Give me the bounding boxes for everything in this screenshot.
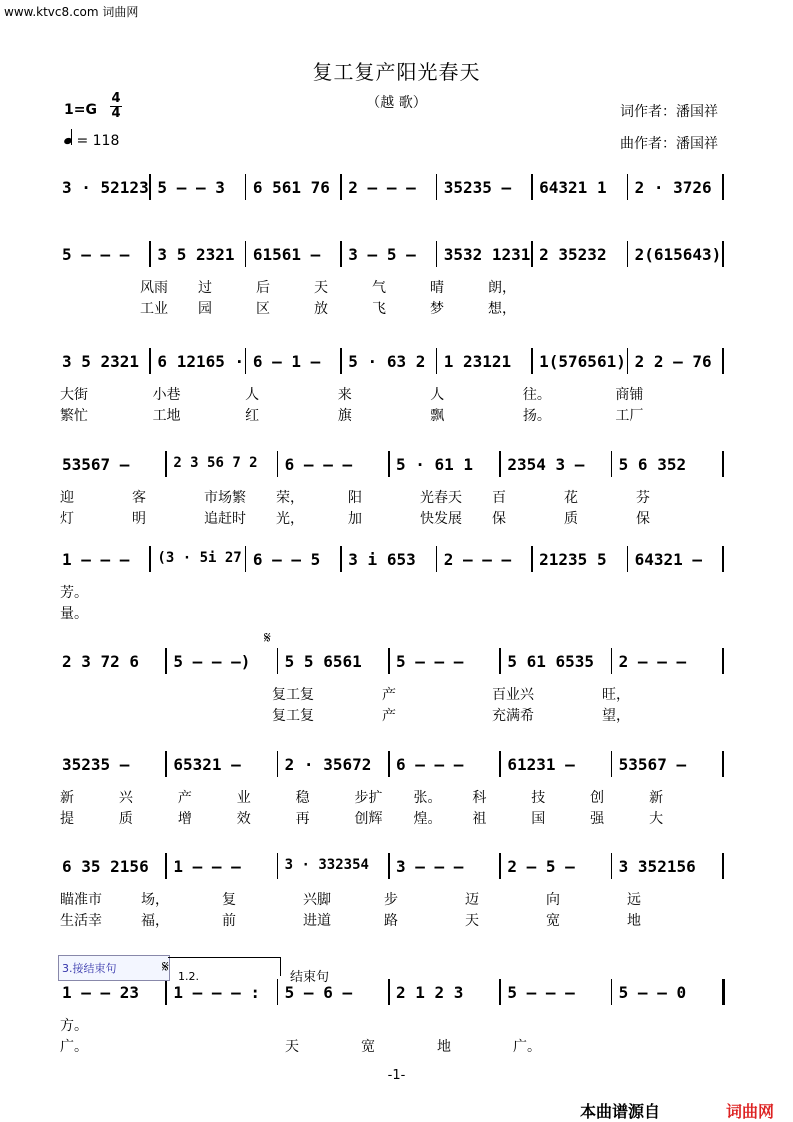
barline — [499, 451, 501, 477]
barline — [499, 648, 501, 674]
measure: 5 – 6 – — [284, 983, 353, 1002]
lyric-word: 百 — [492, 490, 506, 506]
segno-icon-2: 𝄋 — [162, 957, 169, 976]
barline — [436, 546, 438, 572]
lyric-word: 荣， — [276, 490, 304, 506]
song-title: 复工复产阳光春天 — [312, 60, 481, 84]
site-logo: 词曲网 — [726, 1102, 775, 1121]
barline — [149, 546, 151, 572]
lyric-word: 新 — [649, 790, 664, 806]
measure: 5 6 352 — [618, 455, 687, 474]
lyric-word: 质 — [564, 511, 578, 527]
measure: 2354 3 – — [507, 455, 585, 474]
barline — [722, 853, 724, 879]
measure: 3 – 5 – — [348, 245, 416, 264]
measure: 35235 – — [443, 178, 512, 197]
lyric-word: 稳 — [295, 790, 310, 806]
tempo-value: = 118 — [76, 133, 120, 149]
lyric-word: 光， — [276, 511, 304, 527]
lyric-word: 往。 — [522, 387, 551, 403]
barline — [149, 241, 151, 267]
lyric-word: 红 — [245, 408, 260, 424]
measure: 2 · 35672 — [284, 755, 372, 774]
lyric-word: 飘 — [430, 408, 445, 424]
lyric-word: 梦 — [430, 301, 444, 317]
lyricist-credit: 词作者：潘国祥 — [620, 104, 718, 120]
measure: 6 12165 · — [157, 352, 245, 371]
barline — [611, 853, 613, 879]
measure: (3 · 5i 27 — [157, 550, 242, 566]
barline — [340, 546, 342, 572]
lyric-word: 业 — [236, 790, 251, 806]
time-bottom: 4 — [111, 106, 121, 121]
lyric-word: 步扩 — [354, 790, 383, 806]
barline — [436, 174, 438, 200]
lyric-word: 旗 — [337, 408, 352, 424]
barline — [388, 648, 390, 674]
barline — [165, 979, 167, 1005]
ending-label: 结束句 — [290, 970, 330, 985]
measure: 3 352156 — [618, 857, 696, 876]
measure: 1 – – 23 — [62, 983, 140, 1002]
barline — [340, 348, 342, 374]
lyric-word: 质 — [118, 811, 133, 827]
barline — [722, 751, 724, 777]
barline — [722, 648, 724, 674]
measure: 3532 1231 — [443, 245, 531, 264]
lyric-word: 兴脚 — [303, 892, 331, 908]
barline — [722, 451, 724, 477]
measure: 6 561 76 — [252, 178, 330, 197]
lyric-word: 增 — [177, 811, 192, 827]
source-text: 本曲谱源自 — [580, 1102, 661, 1121]
lyric-word: 迎 — [60, 490, 74, 506]
lyric-word: 科 — [472, 790, 487, 806]
measure: 64321 – — [634, 550, 702, 569]
measure: 1 – – – : — [173, 983, 261, 1002]
lyric-word: 前 — [222, 913, 236, 929]
lyric-word: 地 — [437, 1039, 451, 1055]
lyric-word: 方。 — [60, 1018, 88, 1034]
barline — [611, 451, 613, 477]
lyric-word: 天 — [465, 913, 479, 929]
barline — [611, 751, 613, 777]
measure: 3 5 2321 — [62, 352, 140, 371]
song-subtitle: （越 歌） — [366, 95, 427, 111]
measure: 1 – – – — [173, 857, 241, 876]
measure: 1 – – – — [62, 550, 130, 569]
barline — [627, 174, 629, 200]
lyric-word: 人 — [245, 387, 260, 403]
lyric-word: 望， — [602, 708, 630, 724]
time-top: 4 — [111, 91, 121, 106]
lyric-word: 飞 — [372, 301, 386, 317]
measure: 5 – – 3 — [157, 178, 225, 197]
lyric-word: 产 — [382, 708, 396, 724]
time-signature — [110, 92, 122, 121]
barline — [627, 348, 629, 374]
lyric-word: 工地 — [152, 408, 181, 424]
barline — [245, 546, 247, 572]
lyric-word: 生活幸 — [60, 913, 102, 929]
lyric-word: 国 — [531, 811, 546, 827]
barline — [165, 853, 167, 879]
lyric-word: 气 — [372, 280, 386, 296]
lyric-word: 扬。 — [522, 408, 551, 424]
barline — [149, 348, 151, 374]
measure: 1(576561) — [539, 352, 626, 371]
measure: 5 – – –) — [173, 652, 251, 671]
lyric-word: 充满希 — [492, 708, 534, 724]
lyric-word: 瞄准市 — [60, 892, 102, 908]
lyric-word: 宽 — [546, 913, 560, 929]
barline — [531, 546, 533, 572]
barline — [722, 546, 724, 572]
lyric-word: 远 — [627, 892, 641, 908]
lyric-word: 光春天 — [420, 490, 462, 506]
lyric-word: 宽 — [361, 1039, 375, 1055]
measure: 6 – 1 – — [252, 352, 321, 371]
barline — [165, 751, 167, 777]
barline — [245, 348, 247, 374]
measure: 2 · 3726 — [634, 178, 712, 197]
lyric-word: 客 — [132, 490, 146, 506]
lyric-word: 天 — [314, 280, 328, 296]
composer-credit: 曲作者：潘国祥 — [620, 136, 718, 152]
barline — [722, 979, 725, 1005]
lyric-word: 祖 — [472, 811, 487, 827]
segno-icon: 𝄋 — [264, 628, 271, 647]
measure: 2 2 – 76 — [634, 352, 712, 371]
lyric-word: 来 — [337, 387, 352, 403]
measure: 53567 – — [618, 755, 687, 774]
barline — [531, 241, 533, 267]
barline — [388, 751, 390, 777]
lyric-word: 创辉 — [354, 811, 383, 827]
lyric-word: 进道 — [303, 913, 331, 929]
lyric-word: 兴 — [118, 790, 133, 806]
lyric-word: 复工复 — [272, 708, 314, 724]
lyric-word: 小巷 — [152, 387, 181, 403]
measure: 2 – – – — [348, 178, 416, 197]
barline — [436, 241, 438, 267]
measure: 5 – – – — [507, 983, 575, 1002]
tempo-marking — [64, 133, 119, 149]
measure: 5 – – 0 — [618, 983, 687, 1002]
measure: 5 · 63 2 — [348, 352, 426, 371]
barline — [340, 241, 342, 267]
lyric-word: 场， — [141, 892, 169, 908]
lyric-word: 广。 — [513, 1039, 541, 1055]
volta-label: 1.2. — [178, 970, 199, 983]
lyric-word: 旺， — [602, 687, 630, 703]
barline — [277, 853, 279, 879]
measure: 3 5 2321 — [157, 245, 235, 264]
lyric-word: 工厂 — [615, 408, 644, 424]
barline — [627, 241, 629, 267]
measure: 5 – – – — [396, 652, 464, 671]
lyric-word: 灯 — [60, 511, 74, 527]
barline — [149, 174, 151, 200]
site-watermark: www.ktvc8.com 词曲网 — [4, 5, 139, 19]
barline — [499, 853, 501, 879]
note-stem-icon — [71, 129, 72, 145]
measure: 1 23121 — [443, 352, 512, 371]
measure: 21235 5 — [539, 550, 607, 569]
barline — [277, 979, 279, 1005]
measure: 2 – – – — [618, 652, 687, 671]
barline — [436, 348, 438, 374]
measure: 61231 – — [507, 755, 575, 774]
lyric-word: 效 — [236, 811, 251, 827]
measure: 3 – – – — [396, 857, 464, 876]
lyric-word: 保 — [636, 511, 650, 527]
lyric-word: 追赶时 — [204, 511, 246, 527]
barline — [611, 979, 613, 1005]
barline — [722, 174, 724, 200]
lyric-word: 新 — [60, 790, 74, 806]
barline — [722, 241, 724, 267]
lyric-word: 张。 — [413, 790, 442, 806]
barline — [531, 174, 533, 200]
barline — [611, 648, 613, 674]
measure: 6 – – 5 — [252, 550, 321, 569]
measure: 5 61 6535 — [507, 652, 595, 671]
barline — [277, 451, 279, 477]
lyric-word: 步 — [384, 892, 398, 908]
lyric-word: 煌。 — [413, 811, 442, 827]
lyric-word: 天 — [285, 1039, 299, 1055]
measure: 5 – – – — [62, 245, 130, 264]
barline — [499, 979, 501, 1005]
barline — [165, 451, 167, 477]
lyric-word: 复工复 — [272, 687, 314, 703]
measure: 53567 – — [62, 455, 130, 474]
lyric-word: 人 — [430, 387, 445, 403]
lyric-word: 产 — [177, 790, 192, 806]
measure: 65321 – — [173, 755, 241, 774]
measure: 2 1 2 3 — [396, 983, 464, 1002]
lyric-word: 朗， — [488, 280, 516, 296]
lyric-word: 强 — [590, 811, 605, 827]
measure: 2 3 56 7 2 — [173, 455, 258, 471]
barline — [340, 174, 342, 200]
barline — [722, 348, 724, 374]
measure: 64321 1 — [539, 178, 607, 197]
lyric-word: 明 — [132, 511, 146, 527]
lyric-word: 放 — [314, 301, 328, 317]
lyric-word: 福， — [141, 913, 169, 929]
lyric-word: 迈 — [465, 892, 479, 908]
measure: 3 · 332354 — [284, 857, 369, 873]
lyric-word: 再 — [295, 811, 310, 827]
lyric-word: 想， — [488, 301, 516, 317]
lyric-word: 快发展 — [420, 511, 462, 527]
barline — [388, 853, 390, 879]
lyric-word: 路 — [384, 913, 398, 929]
lyric-word: 芳。 — [60, 585, 88, 601]
lyric-word: 风雨 — [140, 280, 168, 296]
barline — [277, 648, 279, 674]
measure: 35235 – — [62, 755, 130, 774]
measure: 6 35 2156 — [62, 857, 149, 876]
lyric-word: 花 — [564, 490, 578, 506]
barline — [388, 451, 390, 477]
barline — [165, 648, 167, 674]
measure: 61561 – — [252, 245, 321, 264]
lyric-word: 阳 — [348, 490, 362, 506]
barline — [388, 979, 390, 1005]
measure: 6 – – – — [396, 755, 464, 774]
measure: 2 35232 — [539, 245, 607, 264]
lyric-word: 加 — [348, 511, 362, 527]
lyric-word: 晴 — [430, 280, 444, 296]
lyric-word: 复 — [222, 892, 236, 908]
measure: 6 – – – — [284, 455, 353, 474]
barline — [627, 546, 629, 572]
measure: 3 i 653 — [348, 550, 416, 569]
barline — [245, 241, 247, 267]
measure: 2 – 5 – — [507, 857, 575, 876]
measure: 5 5 6561 — [284, 652, 362, 671]
page-number: -1- — [387, 1068, 406, 1083]
lyric-word: 向 — [546, 892, 560, 908]
lyric-word: 工业 — [140, 301, 168, 317]
barline — [531, 348, 533, 374]
lyric-word: 后 — [256, 280, 270, 296]
lyric-word: 技 — [531, 790, 546, 806]
lyric-word: 产 — [382, 687, 396, 703]
measure: 2 – – – — [443, 550, 512, 569]
lyric-word: 创 — [590, 790, 605, 806]
key-signature: 1=G — [64, 102, 97, 118]
lyric-word: 大 — [649, 811, 664, 827]
lyric-word: 广。 — [60, 1039, 88, 1055]
barline — [499, 751, 501, 777]
lyric-word: 大街 — [60, 387, 88, 403]
lyric-word: 商铺 — [615, 387, 644, 403]
barline — [245, 174, 247, 200]
lyric-word: 芬 — [636, 490, 650, 506]
lyric-word: 区 — [256, 301, 270, 317]
barline — [277, 751, 279, 777]
measure: 2 3 72 6 — [62, 652, 140, 671]
lyric-word: 地 — [627, 913, 641, 929]
lyric-word: 保 — [492, 511, 506, 527]
jump-annotation: 3.接结束句 — [62, 962, 117, 975]
lyric-word: 提 — [60, 811, 74, 827]
measure: 2(615643) — [634, 245, 722, 264]
measure: 5 · 61 1 — [396, 455, 474, 474]
lyric-word: 繁忙 — [60, 408, 88, 424]
lyric-word: 园 — [198, 301, 212, 317]
lyric-word: 百业兴 — [492, 687, 534, 703]
lyric-word: 量。 — [60, 606, 88, 622]
lyric-word: 过 — [198, 280, 212, 296]
measure: 3 · 52123 — [62, 178, 149, 197]
lyric-word: 市场繁 — [204, 490, 246, 506]
